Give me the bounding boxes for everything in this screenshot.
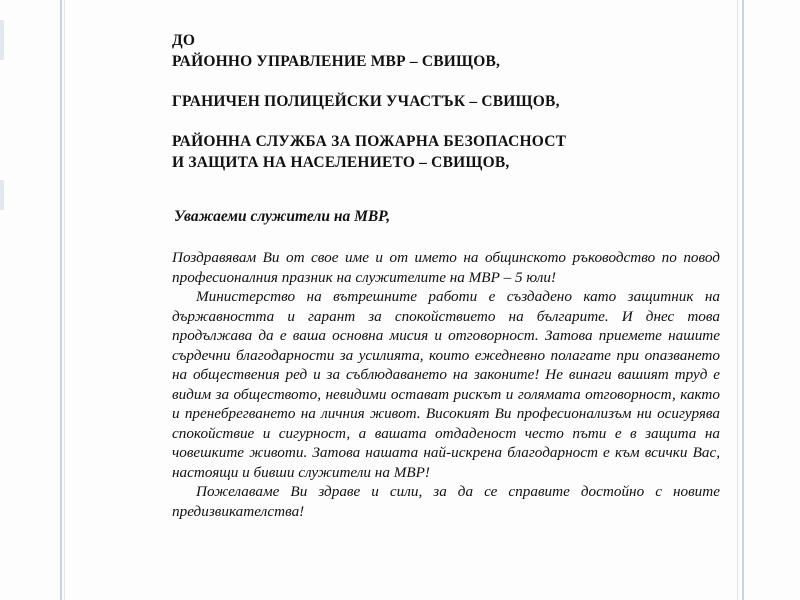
addressee-block bbox=[172, 30, 692, 173]
body-paragraph-text: Пожелаваме Ви здраве и сили, за да се справите достойно с новите предизвикателства! bbox=[172, 483, 720, 520]
body-paragraph bbox=[172, 287, 720, 482]
page-border-left bbox=[60, 0, 62, 600]
addressee-line: РАЙОННО УПРАВЛЕНИЕ МВР – СВИЩОВ, bbox=[172, 53, 501, 70]
body-paragraph bbox=[172, 482, 720, 521]
page-border-left-inner bbox=[64, 0, 65, 600]
scan-edge-mark bbox=[0, 180, 4, 210]
body-paragraph bbox=[172, 248, 720, 287]
addressee-to: ДО bbox=[172, 32, 196, 49]
scan-edge-mark bbox=[0, 20, 4, 60]
body-paragraph-text: Министерство на вътрешните работи е създадено като защитник на държавността и гарант за спокойствието на българите. И днес това продължава да е ваша основна мисия и отговорност. Затова приемете нашите сърдечни благодарности за усилията, които ежедневно полагате при опазването на обществения ред и за съблюдаването на законите! Не винаги вашият труд е видим за обществото, невидими остават рискът и голямата отговорност, както и пренебрегването на личния живот. Високият Ви професионализъм ни осигурява спокойствие и сигурност, а вашата отдаденост често пъти е в защита на човешките животи. Затова нашата най-искрена благодарност е към всички Вас, настоящи и бивши служители на МВР! bbox=[172, 288, 720, 481]
page-border-right bbox=[742, 0, 744, 600]
addressee-line: ГРАНИЧЕН ПОЛИЦЕЙСКИ УЧАСТЪК – СВИЩОВ, bbox=[172, 93, 560, 110]
salutation: Уважаеми служители на МВР, bbox=[174, 208, 391, 225]
body-paragraph-text: Поздравявам Ви от свое име и от името на общинското ръководство по повод професионалния празник на служителите на МВР – 5 юли! bbox=[172, 249, 720, 286]
addressee-line: И ЗАЩИТА НА НАСЕЛЕНИЕТО – СВИЩОВ, bbox=[172, 154, 510, 171]
page-border-right-inner bbox=[737, 0, 738, 600]
addressee-line: РАЙОННА СЛУЖБА ЗА ПОЖАРНА БЕЗОПАСНОСТ bbox=[172, 133, 567, 150]
letter-body bbox=[172, 248, 720, 521]
